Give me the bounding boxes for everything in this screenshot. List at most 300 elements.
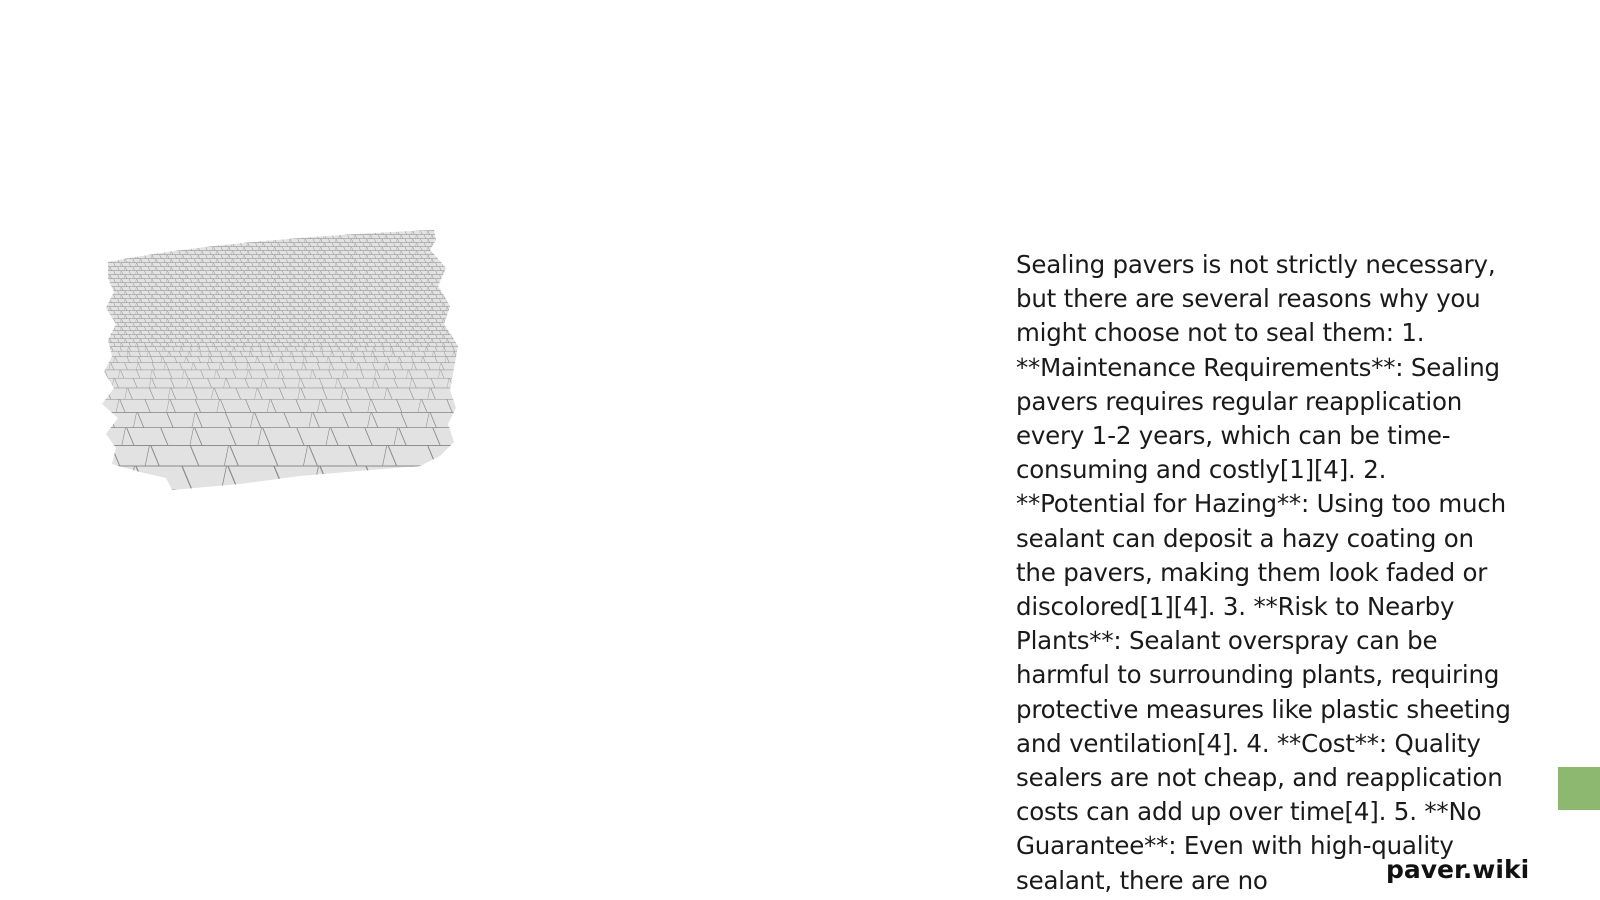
paver-brick [459, 343, 462, 347]
paver-brick [213, 239, 222, 243]
paver-brick [428, 445, 462, 466]
paver-brick [440, 291, 449, 295]
paver-brick [340, 228, 349, 231]
paver-joint [277, 228, 278, 231]
paver-brick [225, 235, 234, 239]
paver-brick [440, 259, 449, 263]
paver-brick [141, 235, 150, 239]
paver-brick [100, 339, 104, 343]
paver-joint [109, 283, 110, 287]
paver-brick [440, 251, 449, 255]
paver-brick [447, 243, 456, 247]
paver-brick [133, 235, 142, 239]
paver-brick [451, 279, 460, 283]
paver-joint [212, 239, 213, 243]
paver-brick [386, 228, 395, 231]
paver-joint [335, 231, 336, 235]
paver-joint [446, 275, 447, 279]
paver-brick [447, 339, 456, 343]
paver-joint [446, 228, 447, 231]
paver-brick [137, 255, 146, 259]
paver-brick [114, 255, 123, 259]
paver-brick [443, 271, 452, 275]
paver-brick [447, 331, 456, 335]
paver-brick [133, 251, 142, 255]
paver-brick [100, 235, 104, 239]
paver-joint [320, 231, 321, 235]
paver-brick [455, 235, 462, 239]
paver-joint [461, 251, 462, 255]
paver-brick [447, 307, 456, 311]
paver-brick [100, 327, 108, 331]
paver-brick [432, 235, 441, 239]
paver-brick [428, 239, 437, 243]
paver-joint [304, 231, 305, 235]
green-side-tab[interactable] [1558, 767, 1600, 810]
paver-brick [171, 235, 180, 239]
paver-brick [100, 412, 115, 427]
paver-joint [201, 235, 202, 239]
paver-brick [100, 335, 108, 339]
paver-joint [458, 319, 459, 323]
paver-brick [455, 315, 462, 319]
paver-brick [451, 271, 460, 275]
paver-brick [100, 279, 108, 283]
paver-brick [221, 231, 230, 235]
paver-brick [275, 239, 284, 243]
paver-brick [152, 231, 161, 235]
paver-joint [446, 267, 447, 271]
paver-joint [212, 231, 213, 235]
paver-brick [179, 243, 188, 247]
paver-brick [164, 251, 173, 255]
paver-brick [459, 255, 462, 259]
paver-brick [313, 231, 322, 235]
paver-brick [447, 357, 461, 363]
paver-brick [217, 228, 226, 231]
paver-joint [124, 228, 125, 231]
paver-brick [447, 267, 456, 271]
paver-brick [451, 319, 460, 323]
paver-brick [100, 243, 104, 247]
paver-joint [107, 351, 108, 356]
paver-joint [197, 231, 198, 235]
paver-brick [252, 239, 261, 243]
paver-brick [102, 323, 111, 327]
paver-brick [100, 311, 108, 315]
paver-brick [229, 239, 238, 243]
paver-brick [271, 235, 280, 239]
paver-brick [110, 251, 119, 255]
paver-brick [125, 235, 134, 239]
paver-joint [105, 311, 106, 315]
paver-joint [461, 243, 462, 247]
paver-brick [100, 267, 104, 271]
paver-joint [139, 228, 140, 231]
paver-brick [374, 231, 383, 235]
paver-brick [100, 287, 108, 291]
paver-brick [443, 255, 452, 259]
paver-joint [105, 247, 106, 251]
paver-brick [100, 319, 108, 323]
paver-brick [455, 275, 462, 279]
paver-brick [233, 228, 242, 231]
paver-brick [175, 231, 184, 235]
paver-brick [371, 228, 380, 231]
paver-brick [102, 259, 111, 263]
paver-brick [451, 295, 460, 299]
paver-brick [100, 263, 108, 267]
paver-brick [428, 231, 437, 235]
paver-brick [294, 235, 303, 239]
paver-brick [102, 315, 111, 319]
paver-joint [446, 235, 447, 239]
paver-joint [109, 323, 110, 327]
paver-joint [442, 239, 443, 243]
paver-brick [167, 247, 176, 251]
paver-brick [152, 247, 161, 251]
paver-brick [378, 228, 387, 231]
paver-brick [394, 228, 403, 231]
paver-brick [455, 331, 462, 335]
paver-brick [440, 267, 449, 271]
paver-joint [216, 228, 217, 231]
paver-joint [442, 247, 443, 251]
paver-brick [461, 347, 462, 352]
paver-joint [120, 255, 121, 259]
paver-brick [240, 228, 249, 231]
paver-brick [125, 228, 134, 231]
paver-joint [105, 279, 106, 283]
paver-brick [137, 239, 146, 243]
paver-joint [415, 228, 416, 231]
paver-brick [100, 315, 104, 319]
paver-brick [298, 231, 307, 235]
paver-joint [461, 235, 462, 239]
paver-brick [106, 247, 115, 251]
paver-brick [121, 255, 130, 259]
paver-brick [148, 235, 157, 239]
paver-brick [302, 235, 311, 239]
paver-brick [102, 235, 111, 239]
paver-joint [170, 243, 171, 247]
paver-brick [164, 228, 173, 231]
paver-brick [148, 251, 157, 255]
paver-joint [109, 331, 110, 335]
paver-brick [106, 327, 115, 331]
paver-brick [344, 231, 353, 235]
paver-brick [436, 255, 445, 259]
paver-joint [458, 327, 459, 331]
paver-brick [401, 228, 410, 231]
paver-joint [461, 275, 462, 279]
paver-joint [258, 231, 259, 235]
paver-joint [458, 279, 459, 283]
paver-brick [440, 283, 449, 287]
paver-brick [451, 263, 460, 267]
paver-brick [233, 243, 242, 247]
paver-brick [100, 259, 104, 263]
paver-brick [100, 388, 111, 399]
paver-brick [431, 388, 457, 399]
paver-joint [197, 239, 198, 243]
paver-brick [455, 323, 462, 327]
paver-brick [309, 235, 318, 239]
paver-brick [351, 231, 360, 235]
paver-joint [170, 228, 171, 231]
paver-joint [461, 307, 462, 311]
paver-brick [459, 239, 462, 243]
paver-brick [213, 231, 222, 235]
paver-joint [458, 239, 459, 243]
paver-brick [141, 251, 150, 255]
paver-joint [151, 231, 152, 235]
paver-brick [190, 239, 199, 243]
paver-joint [105, 343, 106, 347]
paver-joint [458, 303, 459, 307]
paver-brick [443, 247, 452, 251]
paver-brick [359, 231, 368, 235]
paver-brick [294, 228, 303, 231]
paver-brick [397, 231, 406, 235]
paver-brick [183, 247, 192, 251]
paver-joint [262, 235, 263, 239]
paver-brick [440, 315, 449, 319]
paver-brick [263, 228, 272, 231]
paver-joint [461, 339, 462, 343]
herringbone-paver-illustration [100, 228, 462, 492]
paver-brick [100, 307, 104, 311]
paver-brick [100, 231, 108, 235]
paver-joint [216, 235, 217, 239]
paver-brick [164, 235, 173, 239]
paver-brick [332, 228, 341, 231]
paver-brick [459, 303, 462, 307]
paver-brick [244, 231, 253, 235]
paver-brick [455, 339, 462, 343]
paver-brick [225, 243, 234, 247]
paver-brick [267, 239, 276, 243]
paver-joint [323, 228, 324, 231]
paver-brick [263, 235, 272, 239]
paver-brick [443, 311, 452, 315]
paver-brick [100, 295, 108, 299]
paver-brick [459, 335, 462, 339]
paver-brick [210, 235, 219, 239]
paver-brick [256, 228, 265, 231]
paver-joint [354, 228, 355, 231]
paver-brick [451, 335, 460, 339]
paver-brick [428, 255, 437, 259]
paver-joint [369, 228, 370, 231]
paver-brick [100, 283, 104, 287]
paver-brick [202, 235, 211, 239]
paver-brick [459, 311, 462, 315]
paver-brick [325, 235, 334, 239]
paver-brick [156, 243, 165, 247]
paver-brick [194, 228, 203, 231]
paver-joint [105, 303, 106, 307]
paver-brick [455, 259, 462, 263]
paver-joint [293, 235, 294, 239]
paver-brick [286, 228, 295, 231]
paver-brick [102, 299, 111, 303]
paver-brick [100, 331, 104, 335]
paver-brick [121, 231, 130, 235]
paver-brick [450, 378, 462, 388]
paver-brick [100, 275, 104, 279]
paver-brick [459, 412, 462, 427]
paver-brick [443, 239, 452, 243]
paver-brick [194, 235, 203, 239]
paver-joint [339, 228, 340, 231]
paver-brick [459, 247, 462, 251]
paver-brick [129, 247, 138, 251]
paver-brick [267, 231, 276, 235]
paver-brick [121, 247, 130, 251]
paver-brick [156, 235, 165, 239]
paver-joint [139, 251, 140, 255]
paver-brick [279, 235, 288, 239]
paver-brick [286, 235, 295, 239]
paver-joint [461, 267, 462, 271]
paver-brick [210, 243, 219, 247]
paver-joint [458, 287, 459, 291]
paver-joint [385, 228, 386, 231]
paver-brick [100, 271, 108, 275]
paver-brick [202, 228, 211, 231]
paver-joint [458, 247, 459, 251]
paver-brick [459, 327, 462, 331]
paver-brick [129, 231, 138, 235]
paver-brick [348, 228, 357, 231]
paver-brick [282, 231, 291, 235]
paver-brick [175, 239, 184, 243]
paver-brick [118, 235, 127, 239]
paver-brick [198, 231, 207, 235]
paver-brick [141, 243, 150, 247]
paver-brick [458, 357, 462, 363]
paver-joint [458, 335, 459, 339]
paver-joint [109, 251, 110, 255]
paver-joint [155, 235, 156, 239]
paver-brick [432, 228, 441, 231]
paver-joint [289, 231, 290, 235]
paver-brick [102, 331, 111, 335]
paver-brick [125, 243, 134, 247]
paver-joint [109, 315, 110, 319]
paver-brick [459, 319, 462, 323]
paver-brick [328, 231, 337, 235]
paver-brick [455, 228, 462, 231]
paver-joint [136, 247, 137, 251]
paver-brick [102, 291, 111, 295]
paver-brick [256, 235, 265, 239]
paver-joint [109, 228, 110, 231]
paver-brick [390, 231, 399, 235]
paver-brick [110, 228, 119, 231]
paver-brick [443, 263, 452, 267]
paver-brick [152, 239, 161, 243]
paver-brick [137, 247, 146, 251]
paver-brick [417, 228, 426, 231]
paver-joint [105, 239, 106, 243]
paver-brick [443, 327, 452, 331]
paver-brick [106, 239, 115, 243]
paver-brick [440, 235, 449, 239]
paver-brick [102, 283, 111, 287]
paver-brick [102, 243, 111, 247]
paver-joint [136, 231, 137, 235]
paver-joint [151, 247, 152, 251]
paver-brick [424, 228, 433, 231]
paver-brick [148, 243, 157, 247]
paver-brick [133, 243, 142, 247]
paver-brick [455, 299, 462, 303]
paver-brick [100, 228, 104, 231]
paver-brick [441, 370, 460, 378]
paver-joint [293, 228, 294, 231]
paver-brick [100, 357, 106, 363]
paver-brick [382, 231, 391, 235]
paver-brick [452, 388, 462, 399]
paver-brick [144, 239, 153, 243]
paver-joint [406, 466, 411, 490]
paver-joint [185, 235, 186, 239]
paver-brick [114, 239, 123, 243]
paver-brick [455, 307, 462, 311]
paver-brick [179, 235, 188, 239]
paver-brick [451, 255, 460, 259]
paver-joint [228, 231, 229, 235]
paver-brick [436, 279, 445, 283]
paver-joint [461, 259, 462, 263]
paver-joint [446, 243, 447, 247]
paver-joint [182, 239, 183, 243]
paver-brick [451, 247, 460, 251]
paver-joint [170, 235, 171, 239]
paver-joint [182, 247, 183, 251]
paver-brick [440, 299, 449, 303]
paver-brick [129, 239, 138, 243]
paver-brick [325, 228, 334, 231]
paver-brick [236, 231, 245, 235]
paver-brick [183, 231, 192, 235]
paver-joint [120, 247, 121, 251]
paver-brick [100, 351, 110, 356]
paver-joint [308, 228, 309, 231]
paver-joint [461, 291, 462, 295]
paver-brick [114, 247, 123, 251]
paver-brick [455, 283, 462, 287]
paver-brick [309, 228, 318, 231]
paver-brick [447, 228, 456, 231]
paver-brick [443, 295, 452, 299]
paver-brick [183, 239, 192, 243]
paver-brick [194, 243, 203, 247]
paver-joint [105, 263, 106, 267]
paver-brick [363, 228, 372, 231]
paver-brick [436, 239, 445, 243]
paver-joint [442, 231, 443, 235]
paver-joint [228, 239, 229, 243]
paver-joint [124, 243, 125, 247]
paver-joint [458, 271, 459, 275]
paver-joint [458, 255, 459, 259]
paver-brick [432, 251, 441, 255]
paver-brick [317, 235, 326, 239]
paver-joint [105, 231, 106, 235]
